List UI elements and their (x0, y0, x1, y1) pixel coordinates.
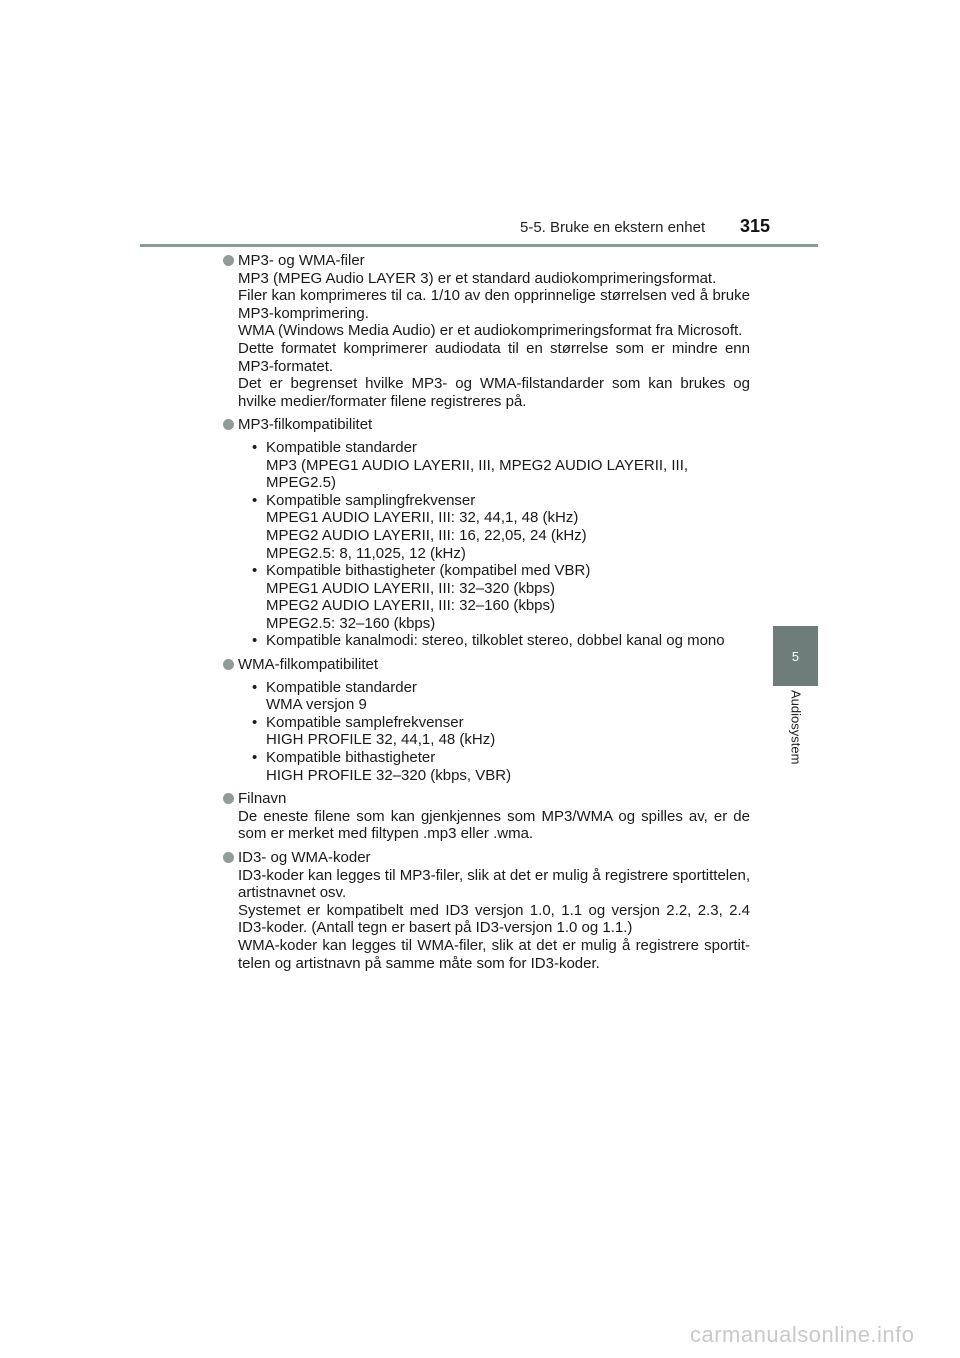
list-item-label: Kompatible samplingfrekvenser (266, 491, 476, 509)
paragraph: Det er begrenset hvilke MP3- og WMA-filstandarder som kan brukes og hvilke medier/formater filene registreres på. (238, 375, 750, 410)
running-header-section: 5-5. Bruke en ekstern enhet (520, 219, 706, 236)
paragraph: De eneste filene som kan gjenkjennes som MP3/WMA og spilles av, er de som er merket med filtypen .mp3 eller .wma. (238, 807, 750, 843)
list-bullet-icon: • (252, 713, 258, 731)
list-item-detail: MPEG2.5: 32–160 (kbps) (266, 614, 436, 632)
list-item (238, 439, 750, 492)
section-title: Filnavn (238, 790, 287, 808)
watermark-text: carmanualsonline.info (690, 1322, 915, 1347)
section-wma-compatibility (222, 656, 750, 784)
page-number: 315 (740, 216, 771, 236)
section-title: ID3- og WMA-koder (238, 849, 371, 866)
paragraph: WMA (Windows Media Audio) er et audiokomprimeringsformat fra Microsoft. (238, 322, 743, 340)
section-title: MP3-filkompatibilitet (238, 416, 373, 434)
chapter-tab: 5 (773, 626, 818, 686)
list-item-label: Kompatible bithastigheter (266, 749, 436, 767)
list-item (238, 632, 750, 650)
list-item-detail: WMA versjon 9 (266, 696, 367, 714)
section-mp3-wma-files (222, 252, 750, 410)
list-item (238, 679, 750, 714)
paragraph: Dette formatet komprimerer audiodata til en størrelse som er mindre enn MP3-formatet. (238, 339, 750, 375)
list-item-label: Kompatible samplefrekvenser (266, 713, 464, 731)
list-item-label: Kompatible kanalmodi: stereo, tilkoblet stereo, dobbel kanal og mono (266, 632, 725, 650)
section-title: MP3- og WMA-filer (238, 252, 365, 269)
paragraph: Systemet er kompatibelt med ID3 versjon 1.0, 1.1 og versjon 2.2, 2.3, 2.4 ID3-koder. (Antall tegn er basert på ID3-versjon 1.0 og 1.1.) (238, 901, 750, 937)
list-bullet-icon: • (252, 678, 258, 696)
paragraph: WMA-koder kan legges til WMA-filer, slik at det er mulig å registrere sportit-telen og artistnavn på samme måte som for ID3-koder. (238, 936, 750, 972)
list-item (238, 492, 750, 562)
list-bullet-icon: • (252, 491, 258, 509)
section-filename (222, 790, 750, 843)
section-bullet-icon (223, 659, 234, 670)
list-item-detail: MP3 (MPEG1 AUDIO LAYERII, III, MPEG2 AUDIO LAYERII, III, MPEG2.5) (266, 456, 689, 492)
section-id3-wma-tags (222, 849, 750, 972)
list-item-detail: MPEG2.5: 8, 11,025, 12 (kHz) (266, 544, 466, 562)
section-bullet-icon (223, 852, 234, 863)
section-bullet-icon (223, 255, 234, 266)
list-bullet-icon: • (252, 438, 258, 456)
paragraph: MP3 (MPEG Audio LAYER 3) er et standard audiokomprimeringsformat. (238, 269, 717, 287)
page-content (222, 252, 750, 978)
section-bullet-icon (223, 419, 234, 430)
section-mp3-compatibility (222, 416, 750, 650)
list-item-detail: MPEG1 AUDIO LAYERII, III: 32–320 (kbps) (266, 579, 556, 597)
list-item (238, 749, 750, 784)
list-item-detail: HIGH PROFILE 32–320 (kbps, VBR) (266, 766, 512, 784)
list-item (238, 714, 750, 749)
list-item-detail: MPEG2 AUDIO LAYERII, III: 32–160 (kbps) (266, 597, 556, 615)
list-item (238, 562, 750, 632)
list-item-detail: MPEG2 AUDIO LAYERII, III: 16, 22,05, 24 (kHz) (266, 526, 587, 544)
list-item-detail: MPEG1 AUDIO LAYERII, III: 32, 44,1, 48 (kHz) (266, 509, 579, 527)
list-item-label: Kompatible standarder (266, 438, 417, 456)
list-item-label: Kompatible bithastigheter (kompatibel med VBR) (266, 562, 591, 580)
section-bullet-icon (223, 793, 234, 804)
list-bullet-icon: • (252, 632, 258, 650)
list-bullet-icon: • (252, 749, 258, 767)
header-rule (140, 244, 818, 247)
paragraph: Filer kan komprimeres til ca. 1/10 av den opprinnelige størrelsen ved å bruke MP3-komprimering. (238, 287, 750, 322)
paragraph: ID3-koder kan legges til MP3-filer, slik at det er mulig å registrere sportittelen, artistnavnet osv. (238, 866, 750, 902)
list-bullet-icon: • (252, 562, 258, 580)
list-item-label: Kompatible standarder (266, 678, 417, 696)
section-title: WMA-filkompatibilitet (238, 656, 379, 674)
chapter-label: Audiosystem (788, 690, 804, 765)
list-item-detail: HIGH PROFILE 32, 44,1, 48 (kHz) (266, 731, 496, 749)
